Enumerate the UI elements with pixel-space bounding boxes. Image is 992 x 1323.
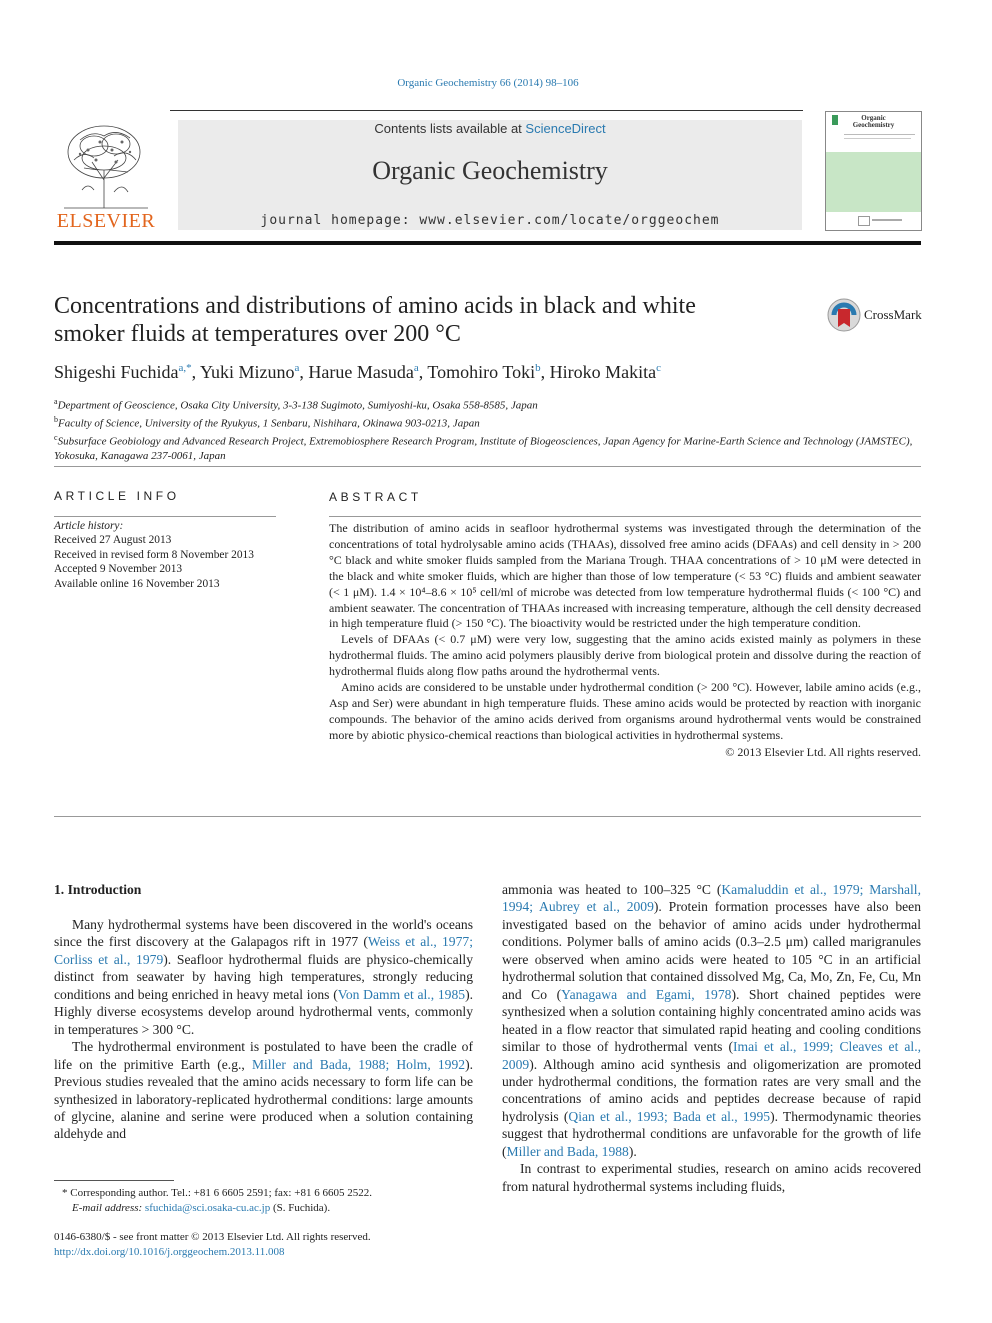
homepage-prefix: journal homepage: — [260, 213, 411, 228]
homepage-link[interactable]: www.elsevier.com/locate/orggeochem — [419, 213, 720, 228]
article-history — [54, 519, 284, 591]
author-name[interactable]: Tomohiro Toki — [427, 362, 536, 382]
body-right-column — [502, 881, 921, 1195]
author-affil-mark[interactable]: c — [656, 362, 661, 374]
reference-link[interactable]: Imai et al., 1999; Cleaves et al., 2009 — [502, 1039, 921, 1072]
cover-title-line2: Geochemistry — [852, 121, 895, 129]
corresponding-author-note: * Corresponding author. Tel.: +81 6 6605 2591; fax: +81 6 6605 2522. — [62, 1187, 372, 1199]
title-line-1: Concentrations and distributions of amino acids in black and white — [54, 293, 696, 319]
crossmark-label: CrossMark — [864, 307, 922, 322]
header-heavy-rule — [54, 241, 921, 245]
history-accepted: Accepted 9 November 2013 — [54, 563, 183, 576]
article-title — [54, 292, 794, 348]
affiliation-mark: c — [54, 433, 58, 443]
title-line-2: smoker fluids at temperatures over 200 °C — [54, 321, 461, 347]
crossmark-icon — [826, 297, 862, 333]
author-affil-mark[interactable]: b — [535, 362, 541, 374]
abstract-copyright: © 2013 Elsevier Ltd. All rights reserved. — [725, 744, 921, 759]
contents-line — [178, 121, 802, 136]
front-matter — [54, 1230, 494, 1259]
cover-publisher-icon — [858, 216, 870, 226]
email-suffix: (S. Fuchida). — [272, 1201, 331, 1214]
affiliation-item — [54, 431, 914, 463]
sciencedirect-link[interactable]: ScienceDirect — [525, 121, 606, 136]
cover-title-line1: Organic — [861, 114, 886, 122]
body-paragraph: The hydrothermal environment is postulated to have been the cradle of life on the primitive Earth (e.g., Miller and Bada, 1988; Holm, 1992). Previous studies revealed that the amino acids necessary to form life can be synthesized in laboratory-replicated hydrothermal conditions: large amounts of glycine, alanine and serine were produced when a solution containing aldehyde and — [54, 1039, 473, 1142]
reference-link[interactable]: Miller and Bada, 1988; Holm, 1992 — [251, 1056, 466, 1072]
abstract-body — [329, 521, 921, 761]
issn-line: 0146-6380/$ - see front matter © 2013 Elsevier Ltd. All rights reserved. — [54, 1231, 371, 1243]
abstract-heading: ABSTRACT — [329, 490, 422, 504]
email-label: E-mail address: — [72, 1201, 143, 1214]
author-list: Shigeshi Fuchida$^{a,*}$, Yuki Mizuno$^a$, Harue Masuda$^a$, Tomohiro Toki$^b$, Hiroko Makita$^c$ — [54, 362, 661, 382]
doi-link[interactable]: http://dx.doi.org/10.1016/j.orggeochem.2013.11.008 — [54, 1245, 285, 1258]
body-paragraph: Many hydrothermal systems have been discovered in the world's oceans since the first discovery at the Galapagos rift in 1977 (Weiss et al., 1977; Corliss et al., 1979). Seafloor hydrothermal fluids are physico-chemically distinct from seawater by having high temperatures, strongly reducing conditions and being enriched in heavy metal ions (Von Damm et al., 1985). Highly diverse ecosystems develop around hydrothermal vents, commonly in temperatures > 300 °C. — [54, 917, 473, 1037]
body-paragraph: ammonia was heated to 100–325 °C (Kamaluddin et al., 1979; Marshall, 1994; Aubrey et al., 2009). Protein formation processes have also been investigated based on the behavior of amino acids under hydrothermal conditions. Polymer balls of amino acids (0.3–2.5 μm) called marigranules were observed when amino acids were heated to 105 °C in an artificial hydrothermal solution that contained dissolved Mg, Ca, Mo, Zn, Fe, Cu, Mn and Co (Yanagawa and Egami, 1978). Short chained peptides were synthesized when a solution containing highly concentrated amino acids was heated in a flow reactor that simulated rapid heating and cooling conditions similar to those of hydrothermal vents (Imai et al., 1999; Cleaves et al., 2009). Although amino acid synthesis and oligomerization are promoted under hydrothermal conditions, the formation rates are very small and the concentrations of amino acids and peptides decrease because of rapid hydrolysis (Qian et al., 1993; Bada et al., 1995). Thermodynamic theories suggest that hydrothermal conditions are unfavorable for the growth of life (Miller and Bada, 1988). — [502, 882, 921, 1159]
author-name[interactable]: Shigeshi Fuchida — [54, 362, 179, 382]
reference-link[interactable]: Miller and Bada, 1988 — [506, 1143, 629, 1159]
cover-green-band — [826, 152, 921, 212]
author-affil-mark[interactable]: a — [294, 362, 300, 374]
history-online: Available online 16 November 2013 — [54, 577, 220, 590]
divider — [54, 516, 276, 517]
author-name[interactable]: Yuki Mizuno — [199, 362, 295, 382]
body-left-column — [54, 916, 473, 1143]
affiliation-item — [54, 395, 914, 413]
email-link[interactable]: sfuchida@sci.osaka-cu.ac.jp — [144, 1201, 271, 1214]
section-heading: 1. Introduction — [54, 882, 142, 897]
abstract-paragraph: Levels of DFAAs (< 0.7 μM) were very low, suggesting that the amino acids existed mainly as polymers in these hydrothermal fluids. The amino acid polymers plausibly derive from biological protein and dissolve during the reaction of hydrothermal fluids along flow paths around the hydrothermal vents. — [329, 632, 921, 679]
history-label: Article history: — [54, 520, 124, 532]
reference-link[interactable]: Weiss et al., 1977; Corliss et al., 1979 — [54, 934, 473, 967]
header-rule — [170, 110, 803, 111]
crossmark-badge[interactable] — [826, 297, 926, 333]
reference-link[interactable]: Von Damm et al., 1985 — [337, 986, 466, 1002]
divider — [54, 816, 921, 817]
affiliation-mark: b — [54, 415, 58, 425]
divider — [54, 466, 921, 467]
history-revised: Received in revised form 8 November 2013 — [54, 548, 254, 561]
abstract-paragraph: Amino acids are considered to be unstable under hydrothermal condition (> 200 °C). However, labile amino acids (e.g., Asp and Ser) were abundant in high temperature fluids. These amino acids would be protected by reaction with inorganic compounds. The behavior of the amino acids derived from organisms around hydrothermal vents would be constrained more by abiotic physico-chemical reactions than biological activities in hydrothermal systems. — [329, 680, 921, 742]
author-affil-mark[interactable]: a,* — [178, 362, 192, 374]
body-paragraph: In contrast to experimental studies, research on amino acids recovered from natural hydrothermal systems including fluids, — [502, 1161, 921, 1194]
affiliation-mark: a — [54, 397, 58, 406]
affiliation-item — [54, 413, 914, 431]
journal-citation[interactable]: Organic Geochemistry 66 (2014) 98–106 — [397, 77, 579, 89]
author-name[interactable]: Hiroko Makita — [549, 362, 657, 382]
abstract-paragraph: The distribution of amino acids in seafloor hydrothermal systems was investigated through the determination of the concentrations of total hydrolysable amino acids (THAAs), dissolved free amino acids (DFAAs) and cell density in > 200 °C black and white smoker fluids sampled from the Mariana Trough. THAA concentrations of > 10 μM were detected in the black and white smoker fluids, which are higher than those of low temperature (< 53 °C) fluids and ambient seawater (< 1 μM). 1.4 × 10⁴–8.6 × 10⁵ cell/ml of microbe was detected from low temperature hydrothermal fluids (< 100 °C) and ambient seawater. The concentration of THAAs increased with increasing temperature, although the cell density decreased in high temperature fluid (> 150 °C). The bioactivity would be restricted under the high temperature condition. — [329, 521, 921, 631]
affiliation-text: Subsurface Geobiology and Advanced Research Project, Extremobiosphere Research Program, Institute of Biogeosciences, Japan Agency for Marine-Earth Science and Technology (JAMSTEC), Yokosuka, Kanagawa 237-0061, Japan — [54, 435, 913, 463]
history-received: Received 27 August 2013 — [54, 534, 172, 547]
footnotes — [62, 1186, 482, 1215]
author-name[interactable]: Harue Masuda — [308, 362, 414, 382]
article-info-heading: ARTICLE INFO — [54, 489, 180, 503]
journal-homepage — [178, 213, 802, 228]
reference-link[interactable]: Qian et al., 1993; Bada et al., 1995 — [568, 1108, 771, 1124]
contents-prefix: Contents lists available at — [374, 121, 522, 136]
journal-name: Organic Geochemistry — [372, 156, 608, 185]
affiliations — [54, 395, 914, 464]
reference-link[interactable]: Yanagawa and Egami, 1978 — [561, 986, 732, 1002]
affiliation-text: Faculty of Science, University of the Ryukyus, 1 Senbaru, Nishihara, Okinawa 903-0213, Japan — [58, 417, 480, 430]
divider — [329, 516, 921, 517]
footnote-rule — [54, 1180, 174, 1181]
elsevier-wordmark: ELSEVIER — [56, 210, 156, 232]
author-affil-mark[interactable]: a — [413, 362, 419, 374]
reference-link[interactable]: Kamaluddin et al., 1979; Marshall, 1994; Aubrey et al., 2009 — [502, 882, 921, 915]
email-note — [62, 1201, 482, 1216]
journal-cover-thumbnail[interactable] — [825, 111, 922, 231]
affiliation-text: Department of Geoscience, Osaka City University, 3-3-138 Sugimoto, Sumiyoshi-ku, Osaka 558-8585, Japan — [57, 399, 538, 412]
